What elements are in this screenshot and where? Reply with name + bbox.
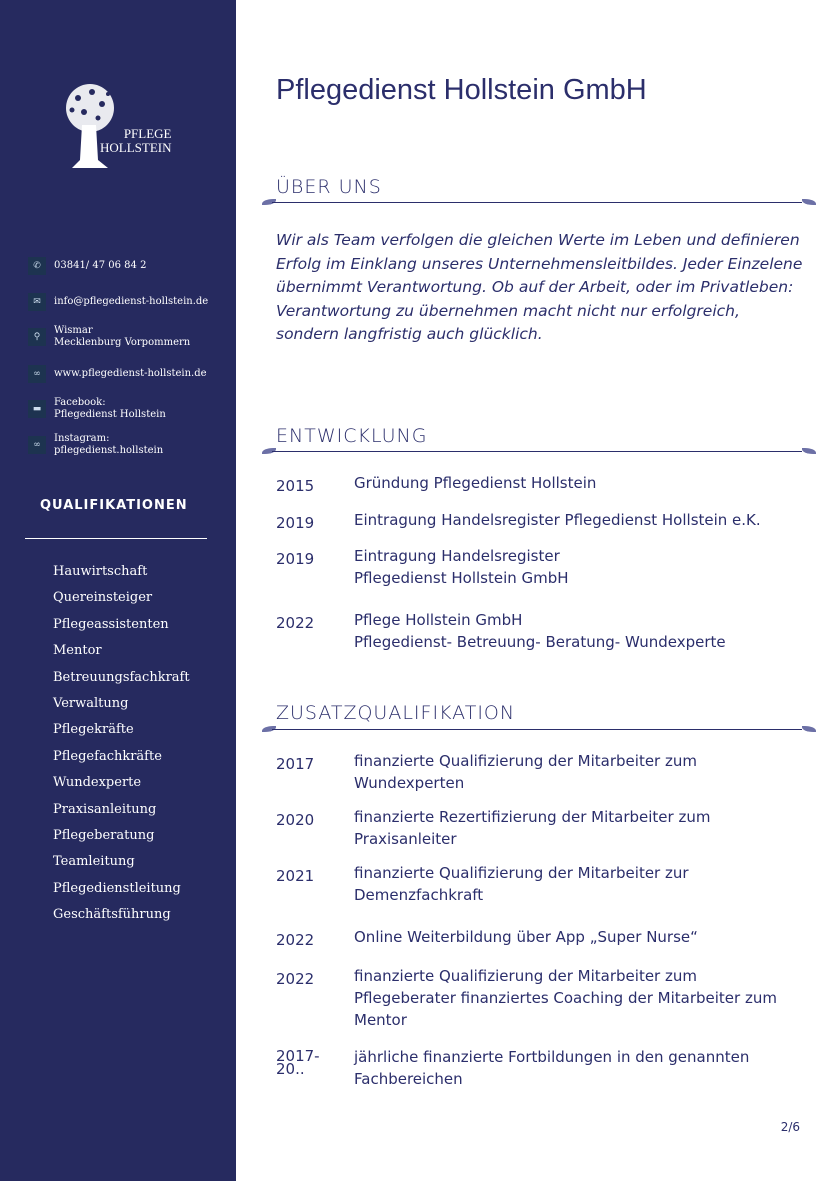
timeline-text: finanzierte Qualifizierung der Mitarbeiter zum Pflegeberater finanziertes Coaching der Mitarbeiter zum Mentor: [354, 967, 777, 1029]
timeline-text: Eintragung Handelsregister Pflegedienst Hollstein e.K.: [354, 511, 761, 529]
timeline-row: [276, 965, 777, 1031]
qualifications-heading: QUALIFIKATIONEN: [40, 498, 188, 513]
contact-text: Instagram: pflegedienst.hollstein: [54, 433, 164, 456]
contact-text: Wismar Mecklenburg Vorpommern: [54, 325, 191, 348]
timeline-year: 2017: [276, 755, 315, 773]
contact-text: info@pflegedienst-hollstein.de: [54, 296, 209, 307]
page-number: 2/6: [780, 1120, 800, 1134]
qualifications-list: [53, 559, 190, 929]
leaf-icon: [802, 448, 816, 454]
timeline-text: finanzierte Qualifizierung der Mitarbeiter zur Demenzfachkraft: [354, 864, 689, 904]
timeline-year: 2019: [276, 550, 315, 568]
divider: [262, 447, 816, 457]
timeline-row: [276, 609, 726, 653]
qualification-item: Pflegeassistenten: [53, 616, 169, 632]
timeline-year: 2019: [276, 514, 315, 532]
timeline-row: [276, 862, 689, 906]
section-heading-zusatz: ZUSATZQUALIFIKATION: [276, 702, 516, 724]
timeline-year: 2021: [276, 867, 315, 885]
qualification-item: Pflegeberatung: [53, 828, 155, 844]
contact-text: 03841/ 47 06 84 2: [54, 260, 147, 271]
chat-icon: ▬: [28, 400, 46, 418]
timeline-text: Gründung Pflegedienst Hollstein: [354, 474, 597, 492]
leaf-icon: [802, 726, 816, 732]
qualification-item: Quereinsteiger: [53, 590, 153, 606]
sidebar: [0, 0, 236, 1181]
qualification-item: Wundexperte: [53, 775, 142, 791]
contact-text: www.pflegedienst-hollstein.de: [54, 368, 207, 379]
timeline-text: jährliche finanzierte Fortbildungen in den genannten Fachbereichen: [354, 1048, 750, 1088]
phone-icon: ✆: [28, 257, 46, 275]
logo-text: PFLEGE HOLLSTEIN: [100, 126, 172, 155]
timeline-text: Pflege Hollstein GmbH Pflegedienst- Betreuung- Beratung- Wundexperte: [354, 611, 726, 651]
contact-item[interactable]: [28, 397, 166, 421]
timeline-row: [276, 472, 596, 497]
qualification-item: Geschäftsführung: [53, 907, 171, 923]
contact-text: Facebook: Pflegedienst Hollstein: [54, 397, 166, 420]
timeline-year: 2020: [276, 811, 315, 829]
qualification-item: Mentor: [53, 643, 102, 659]
qualification-item: Praxisanleitung: [53, 801, 157, 817]
timeline-row: [276, 750, 697, 794]
timeline-text: Online Weiterbildung über App „Super Nurse“: [354, 928, 698, 946]
timeline-text: finanzierte Qualifizierung der Mitarbeiter zum Wundexperten: [354, 752, 697, 792]
page-title: Pflegedienst Hollstein GmbH: [276, 74, 647, 106]
contact-item[interactable]: [28, 365, 207, 383]
divider: [262, 725, 816, 735]
qualification-item: Verwaltung: [53, 696, 129, 712]
link-icon: ∞: [28, 365, 46, 383]
timeline-year: 2017- 20..: [276, 1047, 320, 1078]
leaf-icon: [802, 199, 816, 205]
timeline-row: [276, 509, 761, 534]
timeline-text: finanzierte Rezertifizierung der Mitarbeiter zum Praxisanleiter: [354, 808, 711, 848]
mail-icon: ✉: [28, 293, 46, 311]
timeline-year: 2015: [276, 477, 315, 495]
divider: [262, 198, 816, 208]
contact-item[interactable]: [28, 433, 163, 457]
contact-item[interactable]: [28, 325, 190, 349]
timeline-year: 2022: [276, 931, 315, 949]
timeline-row: [276, 545, 569, 589]
qualification-item: Pflegekräfte: [53, 722, 134, 738]
location-icon: ⚲: [28, 328, 46, 346]
section-heading-about: ÜBER UNS: [276, 176, 382, 198]
divider: [25, 538, 207, 539]
qualification-item: Pflegedienstleitung: [53, 880, 181, 896]
qualification-item: Betreuungsfachkraft: [53, 669, 190, 685]
qualification-item: Pflegefachkräfte: [53, 748, 162, 764]
timeline-row: [276, 806, 710, 850]
timeline-year: 2022: [276, 970, 315, 988]
timeline-year: 2022: [276, 614, 315, 632]
link-icon: ∞: [28, 436, 46, 454]
contact-item[interactable]: [28, 293, 208, 311]
qualification-item: Hauwirtschaft: [53, 564, 148, 579]
about-text: Wir als Team verfolgen die gleichen Werte im Leben und definieren Erfolg im Einklang unseres Unternehmensleitbildes. Jeder Einzelene übernimmt Verantwortung. Ob auf der Arbeit, oder im Privatleben: Verantwortung zu übernehmen macht nicht nur erfolgreich, sondern langfristig auch glücklich.: [276, 231, 803, 343]
timeline-text: Eintragung Handelsregister Pflegedienst Hollstein GmbH: [354, 547, 569, 587]
qualification-item: Teamleitung: [53, 854, 135, 870]
section-heading-development: ENTWICKLUNG: [276, 425, 428, 447]
timeline-row: [276, 926, 698, 951]
timeline-row: [276, 1046, 749, 1090]
contact-item[interactable]: [28, 257, 146, 275]
